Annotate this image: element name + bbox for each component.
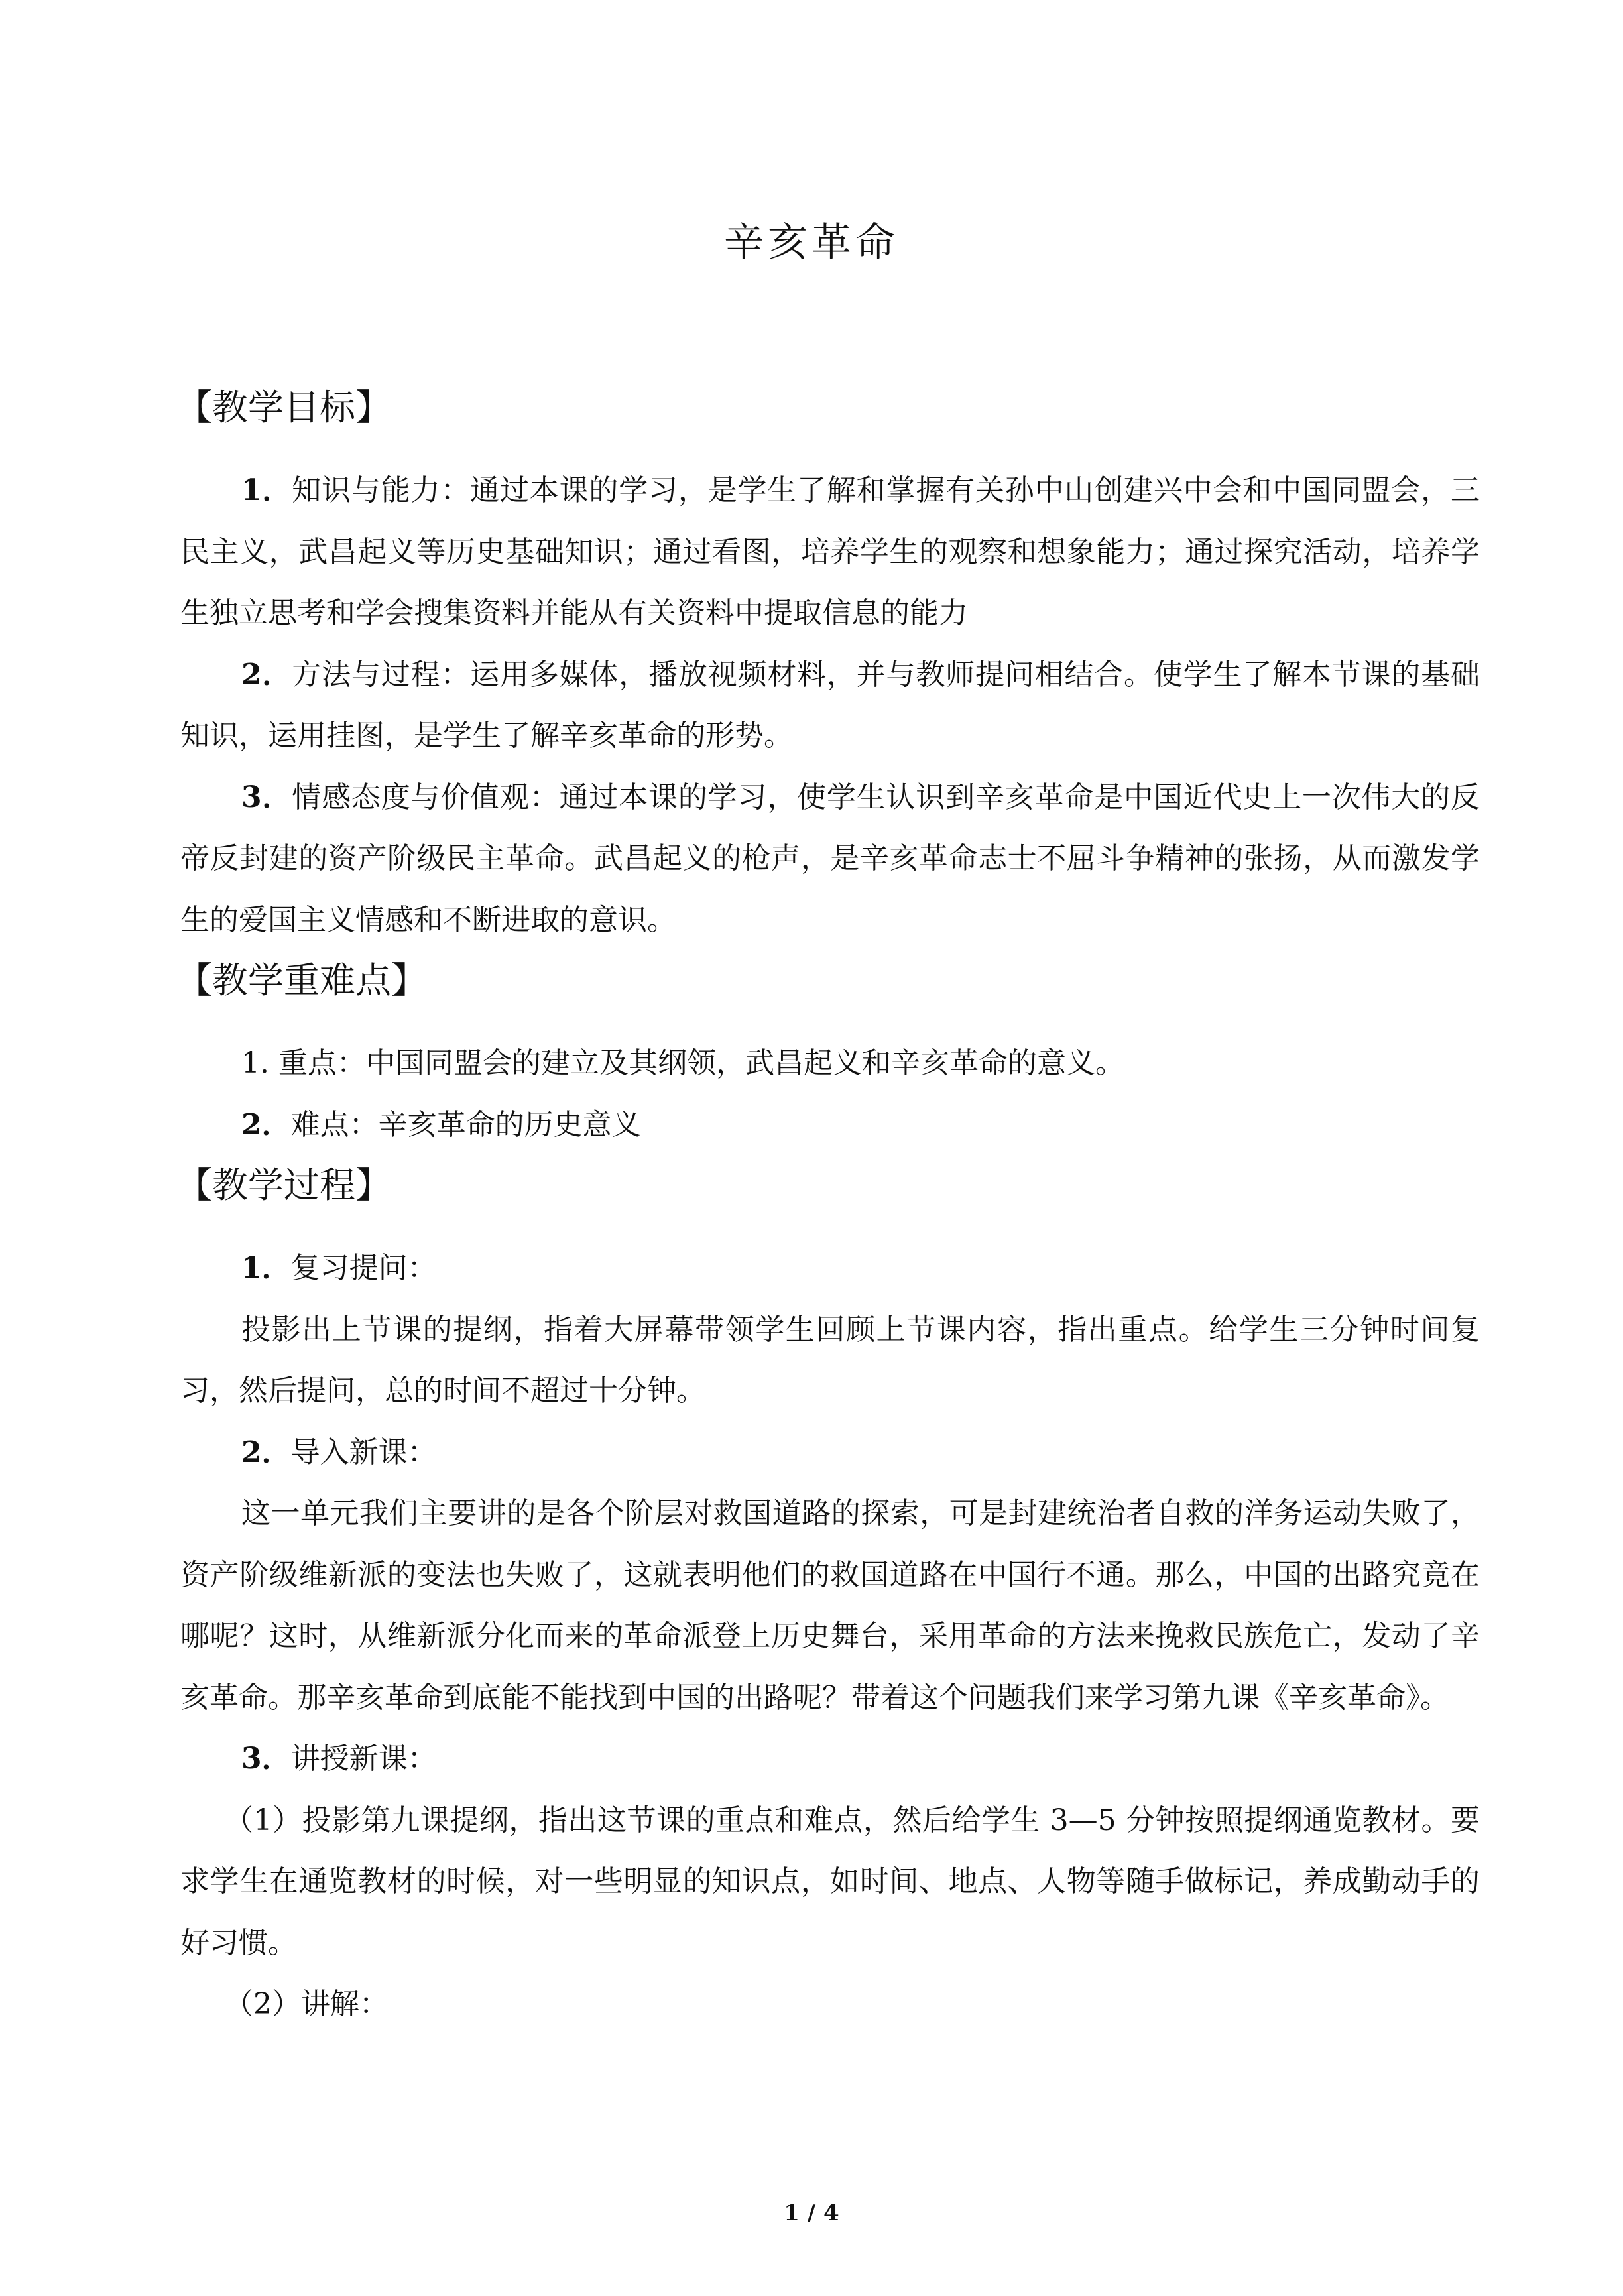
item-number: 2． xyxy=(241,657,292,692)
item-number: 1. xyxy=(241,1046,278,1080)
section-heading-process: 【教学过程】 xyxy=(176,1164,391,1206)
page-title: 辛亥革命 xyxy=(724,219,899,266)
item-number: 3． xyxy=(241,780,292,814)
process-step-1-text: 投影出上节课的提纲，指着大屏幕带领学生回顾上节课内容，指出重点。给学生三分钟时间复习，然后提问，总的时间不超过十分钟。 xyxy=(180,1312,1480,1408)
objective-item-1 xyxy=(180,460,1480,644)
process-step-3-label xyxy=(180,1728,1480,1790)
item-label: 导入新课： xyxy=(290,1435,437,1469)
key-point-item-2 xyxy=(180,1095,1480,1156)
item-text: 知识与能力：通过本课的学习，是学生了解和掌握有关孙中山创建兴中会和中国同盟会，三民主义，武昌起义等历史基础知识；通过看图，培养学生的观察和想象能力；通过探究活动，培养学生独立思考和学会搜集资料并能从有关资料中提取信息的能力 xyxy=(180,473,1480,630)
page-number: 1 / 4 xyxy=(784,2200,839,2226)
item-label: 复习提问： xyxy=(290,1251,437,1285)
item-number: 1． xyxy=(241,473,292,507)
item-number: 1． xyxy=(241,1251,291,1285)
item-text: 难点：辛亥革命的历史意义 xyxy=(290,1107,641,1142)
item-number: 3． xyxy=(241,1742,291,1776)
section-heading-key-points: 【教学重难点】 xyxy=(176,959,427,1001)
item-text: 情感态度与价值观：通过本课的学习，使学生认识到辛亥革命是中国近代史上一次伟大的反帝反封建的资产阶级民主革命。武昌起义的枪声，是辛亥革命志士不屈斗争精神的张扬，从而激发学生的爱国主义情感和不断进取的意识。 xyxy=(180,780,1480,937)
process-step-2-label xyxy=(180,1422,1480,1484)
document-body xyxy=(176,378,1480,2035)
section-heading-objectives: 【教学目标】 xyxy=(176,387,391,428)
objective-item-3 xyxy=(180,767,1480,951)
item-number: 2． xyxy=(241,1107,291,1142)
process-step-2-text: 这一单元我们主要讲的是各个阶层对救国道路的探索，可是封建统治者自救的洋务运动失败了，资产阶级维新派的变法也失败了，这就表明他们的救国道路在中国行不通。那么，中国的出路究竟在哪呢？这时，从维新派分化而来的革命派登上历史舞台，采用革命的方法来挽救民族危亡，发动了辛亥革命。那辛亥革命到底能不能找到中国的出路呢？带着这个问题我们来学习第九课《辛亥革命》。 xyxy=(180,1496,1480,1715)
objective-item-2 xyxy=(180,644,1480,767)
process-sub-item-1: （1）投影第九课提纲，指出这节课的重点和难点，然后给学生 3—5 分钟按照提纲通览教材。要求学生在通览教材的时候，对一些明显的知识点，如时间、地点、人物等随手做标记，养成勤动手的好习惯。 xyxy=(180,1803,1480,1960)
item-text: 重点：中国同盟会的建立及其纲领，武昌起义和辛亥革命的意义。 xyxy=(278,1046,1124,1080)
process-step-1-label xyxy=(180,1238,1480,1299)
key-point-item-1 xyxy=(180,1033,1480,1095)
item-text: 方法与过程：运用多媒体，播放视频材料，并与教师提问相结合。使学生了解本节课的基础知识，运用挂图，是学生了解辛亥革命的形势。 xyxy=(180,657,1480,753)
process-sub-item-2: （2）讲解： xyxy=(224,1987,389,2021)
item-number: 2． xyxy=(241,1435,291,1469)
item-label: 讲授新课： xyxy=(290,1742,437,1776)
